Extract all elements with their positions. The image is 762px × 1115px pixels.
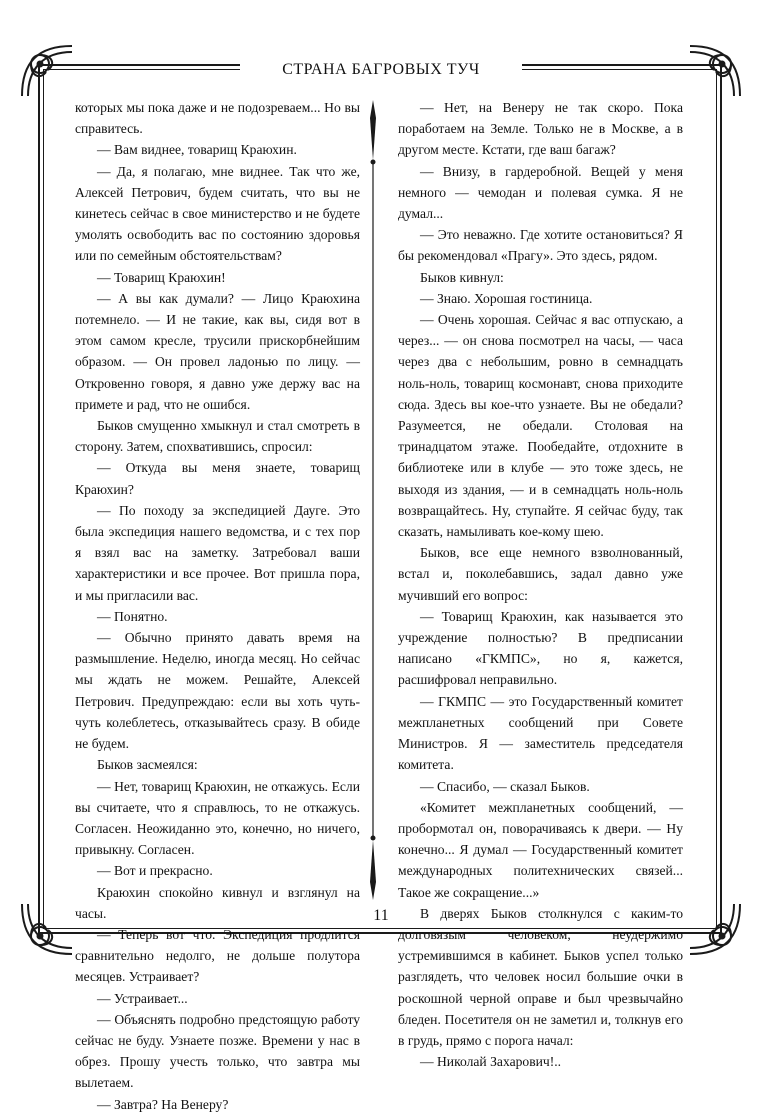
paragraph: — Вам виднее, товарищ Краюхин.: [97, 142, 297, 158]
left-text-column: [75, 97, 360, 1115]
paragraph: — Товарищ Краюхин!: [97, 269, 226, 285]
right-text-column: [398, 97, 683, 1072]
paragraph: Быков, все еще немного взволнованный, встал и, поколебавшись, задал давно уже мучивший его вопрос:: [398, 545, 683, 603]
column-divider-ornament: [366, 100, 380, 900]
paragraph: — Завтра? На Венеру?: [97, 1096, 229, 1112]
corner-ornament-top-right: [686, 42, 744, 100]
paragraph: — Это неважно. Где хотите остановиться? Я бы рекомендовал «Прагу». Это здесь, рядом.: [398, 227, 683, 264]
paragraph: — Вот и прекрасно.: [97, 863, 213, 879]
paragraph: — Очень хорошая. Сейчас я вас отпускаю, а через... — он снова посмотрел на часы, — часа через два с небольшим, ровно в семнадцать ноль-ноль, товарищ космонавт, снова приходите сюда. Здесь вы кое-что узнаете. Вы не обедали? Разумеется, не обедали. Столовая на тринадцатом этаже. Пообедайте, отдохните в библиотеке или в клубе — это тоже здесь, не выходя из здания, — и в семнадцать ноль-ноль возвращайтесь. Ну, ступайте. Я сейчас буду, так сказать, намыливать кое-кому шею.: [398, 312, 683, 540]
paragraph: — Понятно.: [97, 608, 168, 624]
paragraph: — Знаю. Хорошая гостиница.: [420, 290, 593, 306]
paragraph: — Теперь вот что. Экспедиция продлится сравнительно недолго, не дольше полутора месяцев. Устраивает?: [75, 926, 360, 985]
page-number: 11: [346, 905, 416, 927]
paragraph: В дверях Быков столкнулся с каким-то долговязым человеком, неудержимо устремившимся в кабинет. Быков успел только разглядеть, что человек носил большие очки в роскошной черной оправе и был чрезвычайно бледен. Посетителя он не заметил и, толкнув его в грудь, прямо с порога начал:: [398, 905, 683, 1048]
paragraph: которых мы пока даже и не подозреваем... Но вы справитесь.: [75, 100, 360, 137]
paragraph: Краюхин спокойно кивнул и взглянул на часы.: [75, 884, 360, 921]
paragraph: — Объяснять подробно предстоящую работу сейчас не буду. Узнаете позже. Времени у нас в обрез. Прошу учесть только, что завтра мы вылетаем.: [75, 1011, 360, 1091]
paragraph: — Николай Захарович!..: [420, 1054, 562, 1070]
paragraph: — Да, я полагаю, мне виднее. Так что же, Алексей Петрович, будем считать, что вы не кинетесь сейчас в свое министерство и не будете умолять освободить вас по состоянию здоровья или по семейным обстоятельствам?: [75, 163, 360, 264]
corner-ornament-top-left: [18, 42, 76, 100]
paragraph: Быков смущенно хмыкнул и стал смотреть в сторону. Затем, спохватившись, спросил:: [75, 418, 360, 455]
paragraph: Быков кивнул:: [420, 269, 504, 285]
paragraph: Быков засмеялся:: [97, 757, 198, 773]
paragraph: — Товарищ Краюхин, как называется это учреждение полностью? В предписании написано «ГКМПС», но я, кажется, расшифровал неправильно.: [398, 608, 683, 688]
paragraph: — А вы как думали? — Лицо Краюхина потемнело. — И не такие, как вы, сидя вот в этом самом кресле, трусили прискорбнейшим образом. — Он провел ладонью по лицу. — Откровенно говоря, я давно уже держу вас на примете и рад, что не ошибся.: [75, 290, 360, 412]
corner-ornament-bottom-right: [686, 900, 744, 958]
running-head-title: СТРАНА БАГРОВЫХ ТУЧ: [240, 58, 522, 82]
paragraph: — Спасибо, — сказал Быков.: [420, 778, 590, 794]
paragraph: — Обычно принято давать время на размышление. Неделю, иногда месяц. Но сейчас мы ждать не можем. Решайте, Алексей Петрович. Предупреждаю: если вы хоть чуть-чуть колеблетесь, отказывайтесь сразу. В обиде не будем.: [75, 630, 360, 752]
paragraph: — Нет, товарищ Краюхин, не откажусь. Если вы считаете, что я справлюсь, то не откажусь. Согласен. Неожиданно это, конечно, но ничего, привыкну. Согласен.: [75, 778, 360, 858]
paragraph: — По походу за экспедицией Дауге. Это была экспедиция нашего ведомства, и с тех пор я взял вас на заметку. Затребовал ваши характеристики и все прочее. Вот пришла пора, и мы пригласили вас.: [75, 502, 360, 603]
paragraph: — Откуда вы меня знаете, товарищ Краюхин?: [75, 460, 360, 497]
paragraph: «Комитет межпланетных сообщений, — пробормотал он, поворачиваясь к двери. — Ну конечно... Я думал — Государственный комитет международных политехнических связей... Такое же сокращение...»: [398, 799, 683, 900]
paragraph: — Внизу, в гардеробной. Вещей у меня немного — чемодан и полевая сумка. Я не думал...: [398, 163, 683, 222]
paragraph: — Нет, на Венеру не так скоро. Пока поработаем на Земле. Только не в Москве, а в другом месте. Кстати, где ваш багаж?: [398, 100, 683, 158]
paragraph: — Устраивает...: [97, 990, 188, 1006]
paragraph: — ГКМПС — это Государственный комитет межпланетных сообщений при Совете Министров. Я — заместитель председателя комитета.: [398, 693, 683, 773]
corner-ornament-bottom-left: [18, 900, 76, 958]
